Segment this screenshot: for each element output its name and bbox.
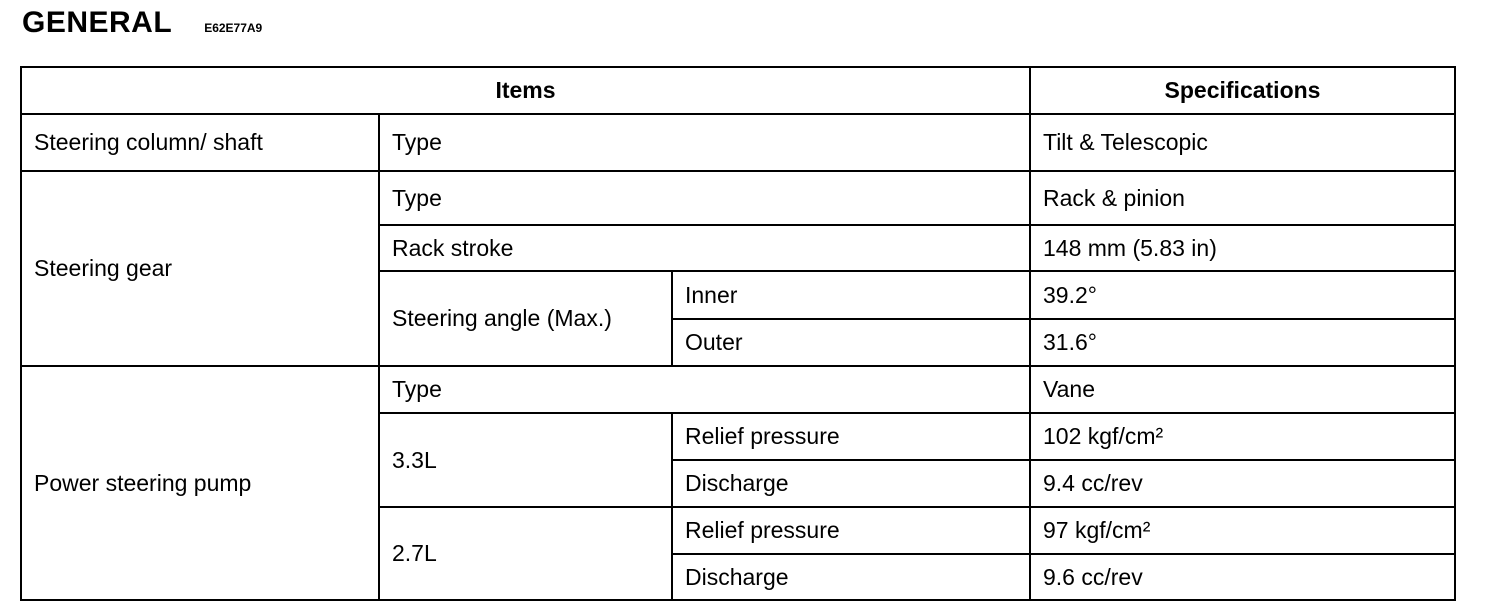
items-header: Items <box>21 67 1030 114</box>
document-code: E62E77A9 <box>204 21 263 35</box>
sub-item-label: Discharge <box>672 554 1030 600</box>
engine-label: 2.7L <box>379 507 672 600</box>
sub-item-label: Discharge <box>672 460 1030 507</box>
table-row <box>21 171 1455 225</box>
sub-item-label: Relief pressure <box>672 413 1030 460</box>
specifications-table <box>20 66 1456 601</box>
spec-value: 102 kgf/cm² <box>1030 413 1455 460</box>
spec-value: Tilt & Telescopic <box>1030 114 1455 171</box>
spec-value: 39.2° <box>1030 271 1455 319</box>
spec-value: 9.4 cc/rev <box>1030 460 1455 507</box>
table-row <box>21 114 1455 171</box>
sub-item-label: Relief pressure <box>672 507 1030 554</box>
item-label: Type <box>379 366 1030 413</box>
item-label: Rack stroke <box>379 225 1030 271</box>
item-label: Steering angle (Max.) <box>379 271 672 366</box>
power-steering-pump-label: Power steering pump <box>21 366 379 600</box>
item-label: Type <box>379 171 1030 225</box>
sub-item-label: Outer <box>672 319 1030 366</box>
page-title: GENERAL <box>22 6 173 39</box>
spec-value: 97 kgf/cm² <box>1030 507 1455 554</box>
spec-value: 148 mm (5.83 in) <box>1030 225 1455 271</box>
spec-value: 9.6 cc/rev <box>1030 554 1455 600</box>
engine-label: 3.3L <box>379 413 672 507</box>
steering-column-label: Steering column/ shaft <box>21 114 379 171</box>
spec-value: Vane <box>1030 366 1455 413</box>
page-header <box>22 6 262 40</box>
sub-item-label: Inner <box>672 271 1030 319</box>
specifications-header: Specifications <box>1030 67 1455 114</box>
steering-gear-label: Steering gear <box>21 171 379 366</box>
item-label: Type <box>379 114 1030 171</box>
table-header-row <box>21 67 1455 114</box>
spec-value: 31.6° <box>1030 319 1455 366</box>
spec-value: Rack & pinion <box>1030 171 1455 225</box>
table-row <box>21 366 1455 413</box>
